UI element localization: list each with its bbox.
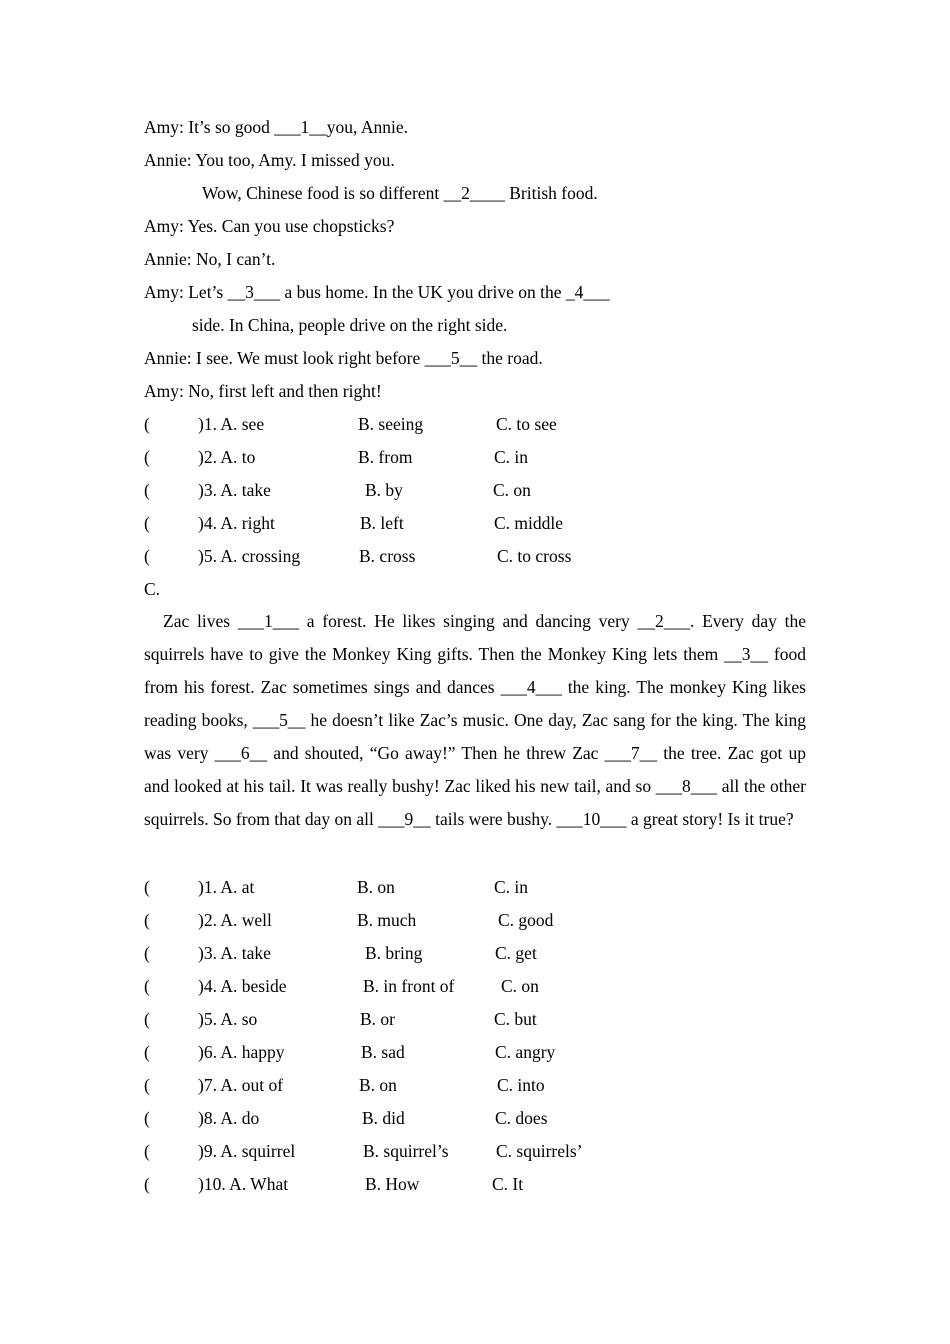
dialogue-line-8: Annie: I see. We must look right before ___5__ the road. — [144, 348, 543, 368]
option-a: )8. A. do — [198, 1108, 260, 1128]
option-c: C. into — [497, 1075, 545, 1095]
option-b: B. on — [357, 877, 395, 897]
option-a: )1. A. at — [198, 877, 255, 897]
option-b: B. by — [365, 480, 403, 500]
option-b: B. sad — [361, 1042, 405, 1062]
option-c: C. to cross — [497, 546, 572, 566]
dialogue-line-4: Amy: Yes. Can you use chopsticks? — [144, 216, 395, 236]
answer-blank[interactable]: ( — [144, 1174, 150, 1194]
answer-blank[interactable]: ( — [144, 1009, 150, 1029]
option-c: C. on — [501, 976, 539, 996]
answer-blank[interactable]: ( — [144, 943, 150, 963]
option-b: B. How — [365, 1174, 420, 1194]
option-b: B. much — [357, 910, 417, 930]
option-b: B. in front of — [363, 976, 455, 996]
option-c: C. in — [494, 447, 529, 467]
option-b: B. from — [358, 447, 413, 467]
option-c: C. does — [495, 1108, 548, 1128]
passage-body: Zac lives ___1___ a forest. He likes singing and dancing very __2___. Every day the squirrels have to give the Monkey King gifts. Then the Monkey King lets them __3__ food from his forest. Zac sometimes sings and dances ___4___ the king. The monkey King likes reading books, ___5__ he doesn’t like Zac’s music. One day, Zac sang for the king. The king was very ___6__ and shouted, “Go away!” Then he threw Zac ___7__ the tree. Zac got up and looked at his tail. It was really bushy! Zac liked his new tail, and so ___8___ all the other squirrels. So from that day on all ___9__ tails were bushy. ___10___ a great story! Is it true? — [144, 611, 806, 829]
option-a: )4. A. beside — [198, 976, 287, 996]
option-a: )5. A. so — [198, 1009, 258, 1029]
dialogue-line-6: Amy: Let’s __3___ a bus home. In the UK you drive on the _4___ — [144, 282, 610, 302]
option-a: )4. A. right — [198, 513, 275, 533]
option-c: C. squirrels’ — [496, 1141, 583, 1161]
dialogue-line-9: Amy: No, first left and then right! — [144, 381, 382, 401]
option-b: B. seeing — [358, 414, 424, 434]
option-a: )10. A. What — [198, 1174, 289, 1194]
answer-blank[interactable]: ( — [144, 480, 150, 500]
option-b: B. did — [362, 1108, 405, 1128]
option-b: B. on — [359, 1075, 397, 1095]
dialogue-line-2: Annie: You too, Amy. I missed you. — [144, 150, 395, 170]
option-b: B. bring — [365, 943, 423, 963]
option-b: B. left — [360, 513, 404, 533]
option-c: C. in — [494, 877, 529, 897]
section-c-label: C. — [144, 579, 161, 599]
answer-blank[interactable]: ( — [144, 414, 150, 434]
option-a: )5. A. crossing — [198, 546, 301, 566]
option-c: C. on — [493, 480, 531, 500]
option-c: C. middle — [494, 513, 564, 533]
option-a: )3. A. take — [198, 943, 271, 963]
option-b: B. or — [360, 1009, 395, 1029]
dialogue-line-1: Amy: It’s so good ___1__you, Annie. — [144, 117, 408, 137]
option-c: C. It — [492, 1174, 524, 1194]
option-c: C. to see — [496, 414, 557, 434]
option-a: )6. A. happy — [198, 1042, 285, 1062]
option-a: )2. A. well — [198, 910, 272, 930]
option-a: )9. A. squirrel — [198, 1141, 296, 1161]
dialogue-line-3: Wow, Chinese food is so different __2____ British food. — [202, 183, 598, 203]
answer-blank[interactable]: ( — [144, 1108, 150, 1128]
answer-blank[interactable]: ( — [144, 910, 150, 930]
option-c: C. good — [498, 910, 554, 930]
option-c: C. angry — [495, 1042, 556, 1062]
option-a: )3. A. take — [198, 480, 271, 500]
answer-blank[interactable]: ( — [144, 546, 150, 566]
option-c: C. get — [495, 943, 537, 963]
option-a: )1. A. see — [198, 414, 265, 434]
passage-text — [144, 605, 806, 836]
dialogue-line-5: Annie: No, I can’t. — [144, 249, 276, 269]
answer-blank[interactable]: ( — [144, 513, 150, 533]
answer-blank[interactable]: ( — [144, 976, 150, 996]
answer-blank[interactable]: ( — [144, 447, 150, 467]
option-a: )7. A. out of — [198, 1075, 284, 1095]
option-c: C. but — [494, 1009, 537, 1029]
answer-blank[interactable]: ( — [144, 1075, 150, 1095]
option-b: B. squirrel’s — [363, 1141, 449, 1161]
answer-blank[interactable]: ( — [144, 1141, 150, 1161]
answer-blank[interactable]: ( — [144, 877, 150, 897]
option-a: )2. A. to — [198, 447, 256, 467]
option-b: B. cross — [359, 546, 416, 566]
answer-blank[interactable]: ( — [144, 1042, 150, 1062]
dialogue-line-7: side. In China, people drive on the right side. — [192, 315, 508, 335]
